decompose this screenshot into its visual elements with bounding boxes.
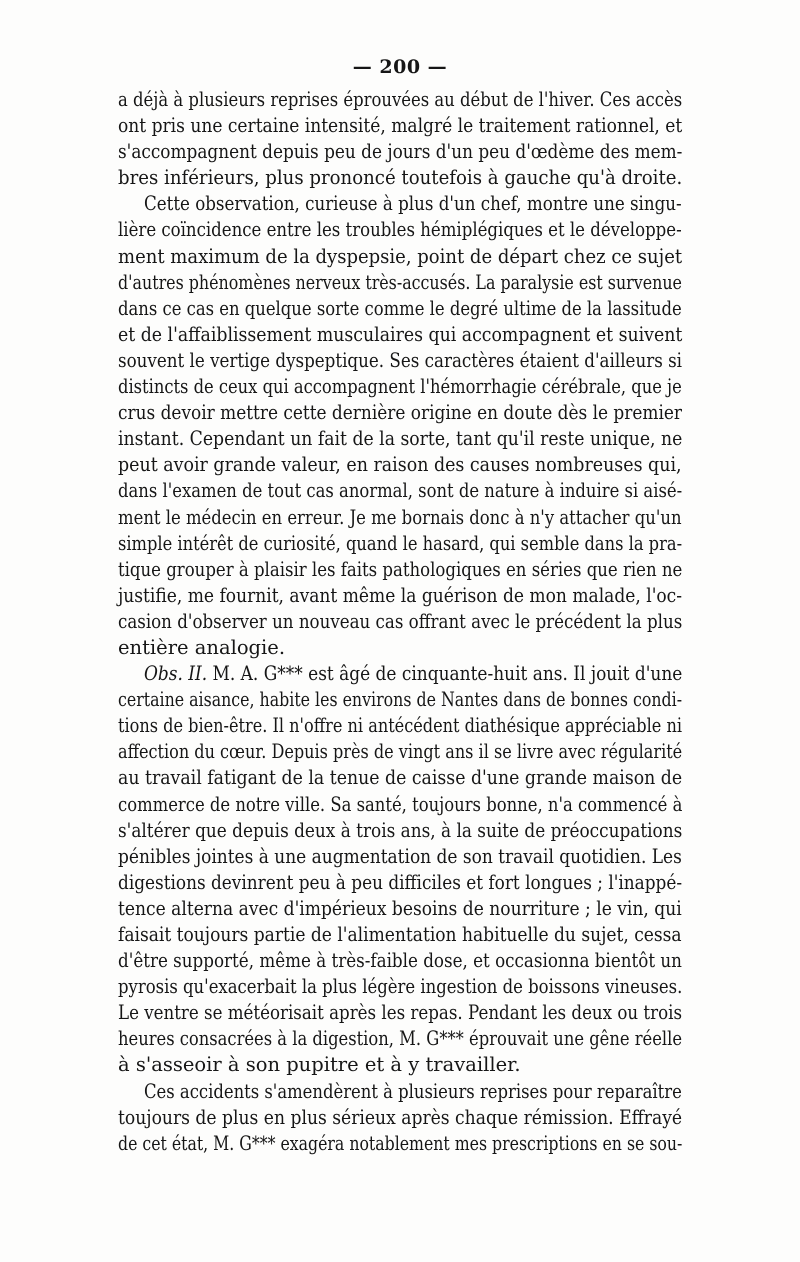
- text-line-content: justifie, me fournit, avant même la guérison de mon malade, l'oc-: [118, 583, 683, 607]
- text-line-content: affection du cœur. Depuis près de vingt ans il se livre avec régularité: [118, 740, 683, 764]
- text-line: [118, 948, 682, 974]
- text-line: [118, 739, 682, 765]
- text-line-content: instant. Cependant un fait de la sorte, tant qu'il reste unique, ne: [118, 427, 683, 451]
- text-line-content: heures consacrées à la digestion, M. G*** éprouvait une gêne réelle: [118, 1027, 683, 1051]
- text-line-content: digestions devinrent peu à peu difficiles et fort longues ; l'inappé-: [118, 870, 683, 894]
- text-line-content: souvent le vertige dyspeptique. Ses caractères étaient d'ailleurs si: [118, 348, 683, 372]
- text-line-content: dans ce cas en quelque sorte comme le degré ultime de la lassitude: [118, 296, 682, 320]
- text-line: [118, 1026, 682, 1052]
- text-line: [118, 139, 682, 165]
- text-line: [118, 792, 682, 818]
- text-line: [118, 400, 682, 426]
- text-line-content: Ces accidents s'amendèrent à plusieurs reprises pour reparaître: [144, 1079, 682, 1103]
- page-number: — 200 —: [352, 56, 448, 78]
- text-line-content: Le ventre se météorisait après les repas. Pendant les deux ou trois: [118, 1001, 682, 1025]
- text-line: [118, 896, 682, 922]
- text-line-content: pénibles jointes à une augmentation de son travail quotidien. Les: [118, 844, 682, 868]
- text-line-content: tence alterna avec d'impérieux besoins de nourriture ; le vin, qui: [118, 896, 682, 920]
- text-line: [118, 974, 682, 1000]
- text-line: [118, 296, 682, 322]
- text-line: [118, 1131, 682, 1157]
- text-line-content: M. A. G*** est âgé de cinquante-huit ans. Il jouit d'une: [207, 662, 683, 686]
- text-line-content: s'altérer que depuis deux à trois ans, à la suite de préoccupations: [118, 818, 683, 842]
- text-line-content: distincts de ceux qui accompagnent l'hémorrhagie cérébrale, que je: [118, 375, 682, 399]
- text-line-content: tions de bien-être. Il n'offre ni antécédent diathésique appréciable ni: [118, 714, 683, 738]
- text-line-content: au travail fatigant de la tenue de caisse d'une grande maison de: [118, 766, 683, 790]
- text-line-content: ment le médecin en erreur. Je me bornais donc à n'y attacher qu'un: [118, 505, 682, 529]
- text-line: [118, 113, 682, 139]
- text-line-content: s'accompagnent depuis peu de jours d'un peu d'œdème des mem-: [118, 140, 683, 164]
- text-line: [118, 244, 682, 270]
- text-line-content: tique grouper à plaisir les faits pathologiques en séries que rien ne: [118, 557, 683, 581]
- text-line-content: pyrosis qu'exacerbait la plus légère ingestion de boissons vineuses.: [118, 975, 683, 999]
- text-line-content: Cette observation, curieuse à plus d'un chef, montre une singu-: [144, 192, 682, 216]
- text-line-content: de cet état, M. G*** exagéra notablement mes prescriptions en se sou-: [118, 1131, 683, 1155]
- text-line: [118, 531, 682, 557]
- text-line: [118, 217, 682, 243]
- text-line-content: a déjà à plusieurs reprises éprouvées au début de l'hiver. Ces accès: [118, 88, 683, 111]
- text-line: [118, 1000, 682, 1026]
- text-line-content: ont pris une certaine intensité, malgré le traitement rationnel, et: [118, 114, 683, 138]
- body-text: [118, 87, 682, 1157]
- text-line-content: d'autres phénomènes nerveux très-accusés. La paralysie est survenue: [118, 270, 682, 294]
- text-line: [118, 348, 682, 374]
- text-line: [118, 322, 682, 348]
- text-line-content: crus devoir mettre cette dernière origine en doute dès le premier: [118, 401, 683, 425]
- text-line: [118, 765, 682, 791]
- text-line-content: et de l'affaiblissement musculaires qui accompagnent et suivent: [118, 322, 683, 346]
- text-line-content: lière coïncidence entre les troubles hémiplégiques et le développe-: [118, 218, 682, 242]
- text-line-content: peut avoir grande valeur, en raison des causes nombreuses qui,: [118, 453, 682, 477]
- text-line: [118, 505, 682, 531]
- text-line-content: faisait toujours partie de l'alimentation habituelle du sujet, cessa: [118, 923, 682, 946]
- text-line: [118, 452, 682, 478]
- text-line-content: certaine aisance, habite les environs de Nantes dans de bonnes condi-: [118, 688, 683, 712]
- text-line-content: simple intérêt de curiosité, quand le hasard, qui semble dans la pra-: [118, 531, 683, 555]
- text-line: [118, 87, 682, 113]
- text-line-content: dans l'examen de tout cas anormal, sont de nature à induire si aisé-: [118, 479, 683, 503]
- text-line: [118, 713, 682, 739]
- text-line: [118, 191, 682, 217]
- text-line: [118, 870, 682, 896]
- text-line-content: à s'asseoir à son pupitre et à y travailler.: [118, 1053, 521, 1077]
- text-line-content: commerce de notre ville. Sa santé, toujours bonne, n'a commencé à: [118, 792, 683, 816]
- text-line-content: casion d'observer un nouveau cas offrant avec le précédent la plus: [118, 609, 683, 633]
- text-line-content: bres inférieurs, plus prononcé toutefois à gauche qu'à droite.: [118, 166, 683, 190]
- text-line: [118, 661, 682, 687]
- text-line-content: entière analogie.: [118, 635, 286, 659]
- text-line: [118, 165, 682, 191]
- text-line: [118, 557, 682, 583]
- text-line: [118, 426, 682, 452]
- text-line: [118, 609, 682, 635]
- text-line: [118, 922, 682, 948]
- text-line: [118, 583, 682, 609]
- text-line: [118, 1052, 682, 1078]
- text-line: [118, 635, 682, 661]
- text-line: [118, 270, 682, 296]
- observation-label: Obs. II.: [144, 662, 208, 686]
- text-line-content: toujours de plus en plus sérieux après chaque rémission. Effrayé: [118, 1105, 683, 1129]
- text-line: [118, 687, 682, 713]
- text-line-content: ment maximum de la dyspepsie, point de départ chez ce sujet: [118, 244, 683, 268]
- text-line: [118, 818, 682, 844]
- text-line: [118, 844, 682, 870]
- text-line: [118, 1105, 682, 1131]
- text-line: [118, 1079, 682, 1105]
- text-line: [118, 374, 682, 400]
- text-line: [118, 478, 682, 504]
- text-line-content: d'être supporté, même à très-faible dose, et occasionna bientôt un: [118, 949, 682, 973]
